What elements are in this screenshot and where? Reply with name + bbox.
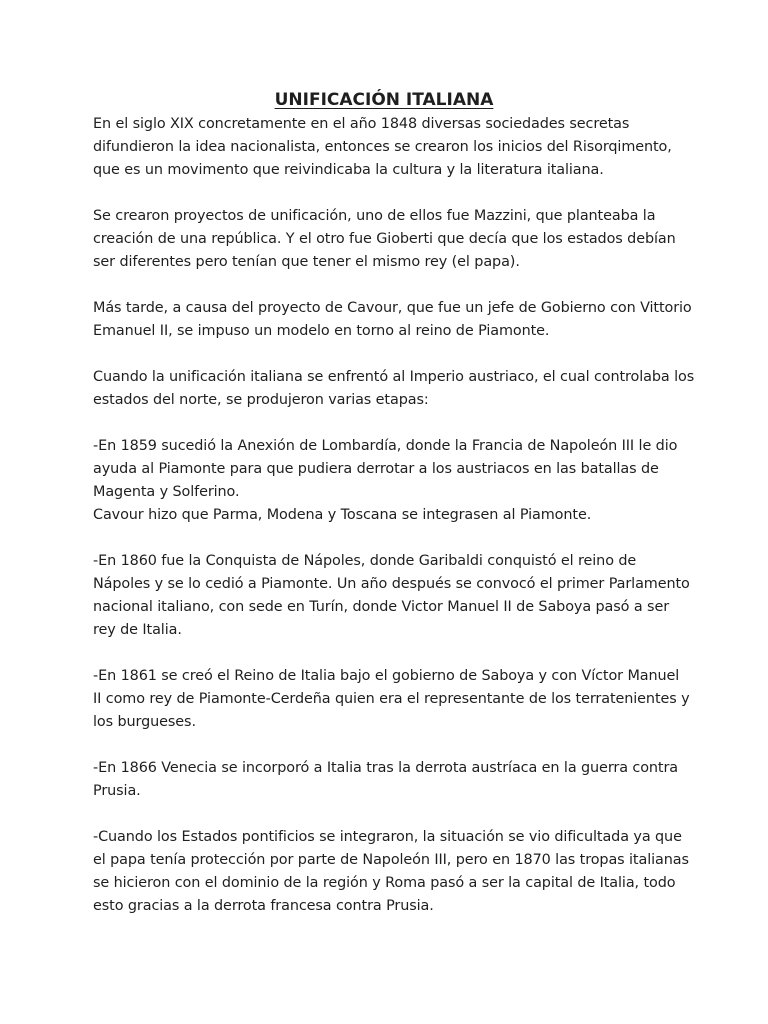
paragraph-line: En el siglo XIX concretamente en el año 1848 diversas sociedades secretas <box>93 116 630 132</box>
document-title: UNIFICACIÓN ITALIANA <box>274 90 494 110</box>
document-body <box>93 113 695 941</box>
paragraph <box>93 757 683 803</box>
paragraph-line: creación de una república. Y el otro fue Gioberti que decía que los estados debían <box>93 231 676 247</box>
paragraph-line: los burgueses. <box>93 714 196 730</box>
paragraph-line: -En 1859 sucedió la Anexión de Lombardía, donde la Francia de Napoleón III le dio <box>93 438 678 454</box>
paragraph-line: esto gracias a la derrota francesa contra Prusia. <box>93 898 434 914</box>
paragraph <box>93 366 695 412</box>
paragraph-line: Emanuel II, se impuso un modelo en torno al reino de Piamonte. <box>93 323 550 339</box>
paragraph <box>93 826 689 918</box>
paragraph-line: estados del norte, se produjeron varias etapas: <box>93 392 429 408</box>
paragraph <box>93 297 692 343</box>
paragraph-line: que es un movimento que reivindicaba la cultura y la literatura italiana. <box>93 162 604 178</box>
paragraph-line: ayuda al Piamonte para que pudiera derrotar a los austriacos en las batallas de <box>93 461 659 477</box>
paragraph-line: el papa tenía protección por parte de Napoleón III, pero en 1870 las tropas italianas <box>93 852 689 868</box>
paragraph <box>93 113 683 182</box>
paragraph <box>93 205 683 274</box>
paragraph-line: Cuando la unificación italiana se enfrentó al Imperio austriaco, el cual controlaba los <box>93 369 695 385</box>
paragraph-line: -En 1860 fue la Conquista de Nápoles, donde Garibaldi conquistó el reino de <box>93 553 637 569</box>
paragraph-line: Más tarde, a causa del proyecto de Cavour, que fue un jefe de Gobierno con Vittorio <box>93 300 692 316</box>
paragraph-line: -Cuando los Estados pontificios se integraron, la situación se vio dificultada ya que <box>93 829 682 845</box>
paragraph-line: Cavour hizo que Parma, Modena y Toscana se integrasen al Piamonte. <box>93 507 592 523</box>
paragraph-line: Prusia. <box>93 783 141 799</box>
paragraph-line: Nápoles y se lo cedió a Piamonte. Un año después se convocó el primer Parlamento <box>93 576 690 592</box>
paragraph-line: ser diferentes pero tenían que tener el mismo rey (el papa). <box>93 254 520 270</box>
paragraph-line: II como rey de Piamonte-Cerdeña quien era el representante de los terratenientes y <box>93 691 690 707</box>
paragraph-line: difundieron la idea nacionalista, entonces se crearon los inicios del Risorqimento, <box>93 139 672 155</box>
paragraph-line: -En 1866 Venecia se incorporó a Italia tras la derrota austríaca en la guerra contra <box>93 760 679 776</box>
paragraph-line: Se crearon proyectos de unificación, uno de ellos fue Mazzini, que planteaba la <box>93 208 656 224</box>
paragraph <box>93 435 683 527</box>
paragraph-line: Magenta y Solferino. <box>93 484 240 500</box>
paragraph-line: -En 1861 se creó el Reino de Italia bajo el gobierno de Saboya y con Víctor Manuel <box>93 668 680 684</box>
paragraph-line: se hicieron con el dominio de la región y Roma pasó a ser la capital de Italia, todo <box>93 875 676 891</box>
paragraph-line: rey de Italia. <box>93 622 182 638</box>
paragraph-line: nacional italiano, con sede en Turín, donde Victor Manuel II de Saboya pasó a ser <box>93 599 670 615</box>
paragraph <box>93 665 690 734</box>
paragraph <box>93 550 690 642</box>
